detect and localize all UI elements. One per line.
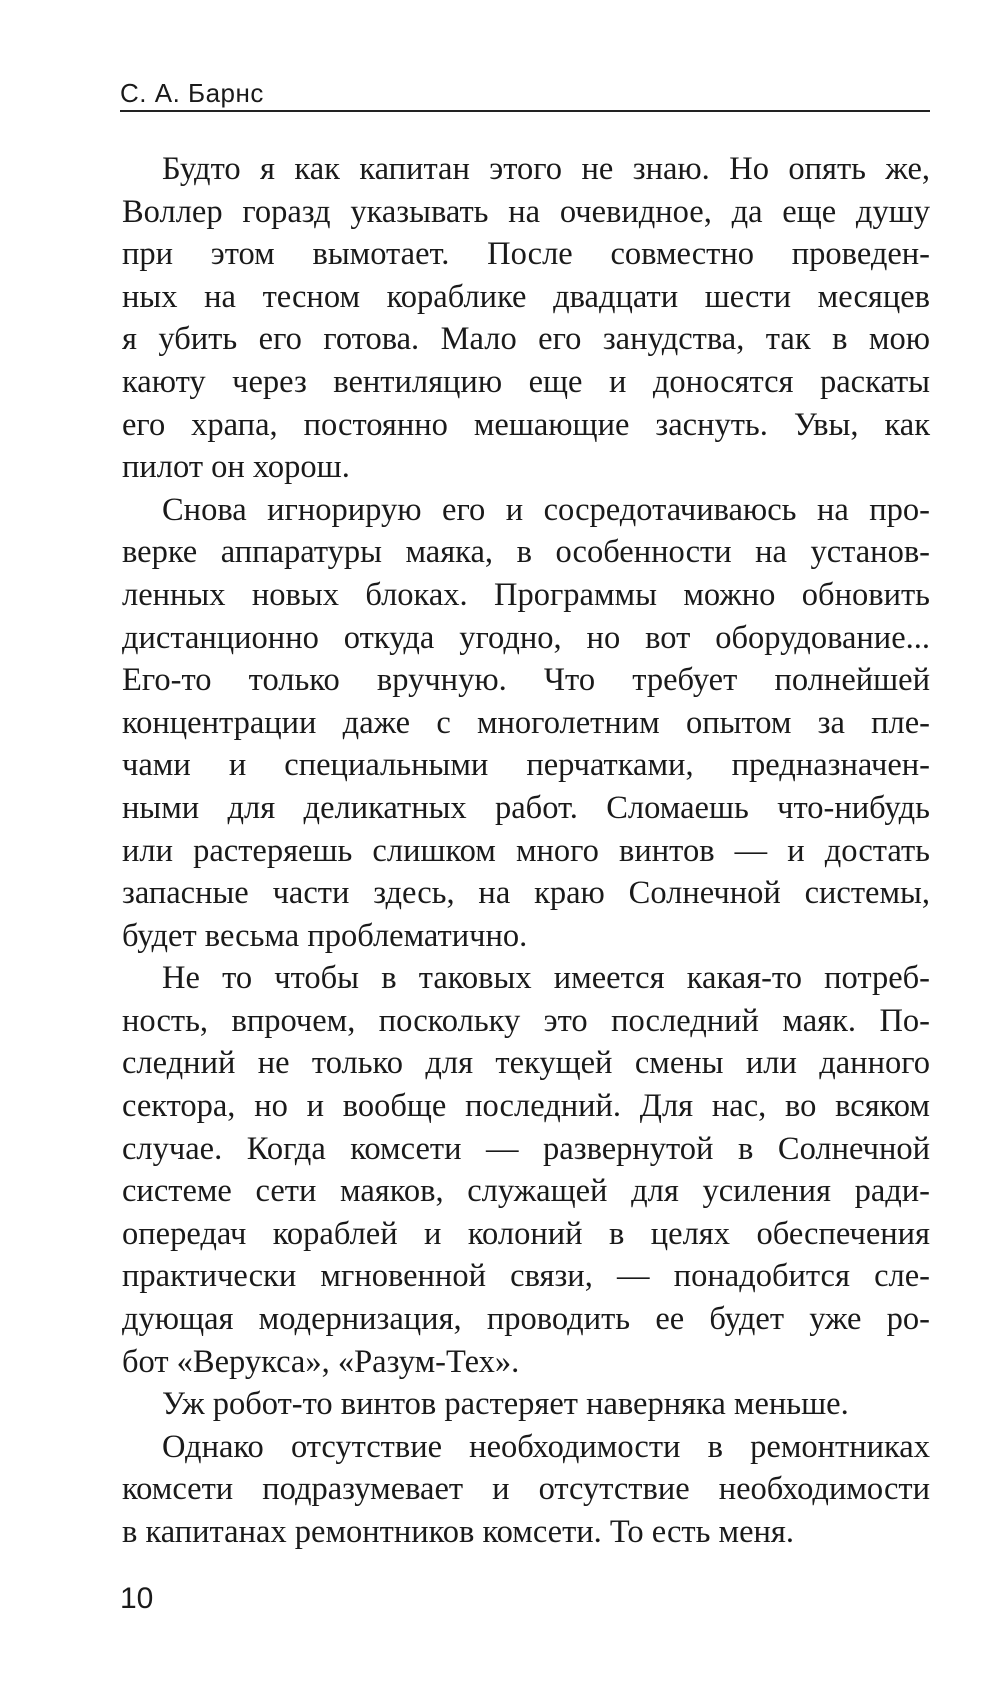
text-line: ных на тесном кораблике двадцати шести месяцев bbox=[122, 278, 930, 315]
text-line: Его-то только вручную. Что требует полнейшей bbox=[122, 662, 930, 699]
text-line: Не то чтобы в таковых имеется какая-то потреб- bbox=[162, 960, 930, 997]
paragraph bbox=[122, 957, 930, 1383]
body-text bbox=[122, 148, 930, 1554]
text-line: ность, впрочем, поскольку это последний маяк. По- bbox=[122, 1002, 930, 1039]
page-number: 10 bbox=[120, 1582, 154, 1615]
text-line: Однако отсутствие необходимости в ремонтниках bbox=[162, 1428, 930, 1465]
text-line: опередач кораблей и колоний в целях обеспечения bbox=[122, 1215, 930, 1252]
paragraph bbox=[122, 1383, 930, 1426]
running-head-author: С. А. Барнс bbox=[120, 78, 264, 108]
text-line: сектора, но и вообще последний. Для нас, во всяком bbox=[122, 1088, 930, 1125]
paragraph bbox=[122, 1426, 930, 1554]
text-line: системе сети маяков, служащей для усиления ради- bbox=[122, 1173, 930, 1210]
text-line: Будто я как капитан этого не знаю. Но опять же, bbox=[162, 151, 930, 187]
header-rule bbox=[120, 110, 930, 112]
text-line: комсети подразумевает и отсутствие необходимости bbox=[122, 1471, 930, 1508]
text-line: бот «Верукса», «Разум-Тех». bbox=[122, 1343, 520, 1380]
text-line: в капитанах ремонтников комсети. То есть меня. bbox=[122, 1514, 794, 1550]
text-line: концентрации даже с многолетним опытом за пле- bbox=[122, 704, 930, 741]
text-line: я убить его готова. Мало его занудства, так в мою bbox=[122, 321, 930, 358]
text-line: чами и специальными перчатками, предназначен- bbox=[122, 747, 930, 784]
text-line: практически мгновенной связи, — понадобится сле- bbox=[122, 1258, 930, 1295]
text-line: ными для деликатных работ. Сломаешь что-нибудь bbox=[122, 789, 930, 826]
text-line: верке аппаратуры маяка, в особенности на установ- bbox=[122, 534, 930, 571]
paragraph bbox=[122, 489, 930, 958]
text-line: запасные части здесь, на краю Солнечной системы, bbox=[122, 875, 930, 912]
text-line: Воллер горазд указывать на очевидное, да еще душу bbox=[122, 193, 930, 230]
text-line: Снова игнорирую его и сосредотачиваюсь на про- bbox=[162, 491, 930, 528]
text-line: будет весьма проблематично. bbox=[122, 917, 528, 954]
text-line: Уж робот-то винтов растеряет наверняка меньше. bbox=[162, 1386, 849, 1423]
text-line: следний не только для текущей смены или данного bbox=[122, 1045, 930, 1082]
text-line: дистанционно откуда угодно, но вот оборудование... bbox=[122, 619, 930, 656]
text-line: при этом вымотает. После совместно проведен- bbox=[122, 236, 930, 273]
text-line: дующая модернизация, проводить ее будет уже ро- bbox=[122, 1301, 930, 1338]
text-line: его храпа, постоянно мешающие заснуть. Увы, как bbox=[122, 406, 930, 443]
text-line: ленных новых блоках. Программы можно обновить bbox=[122, 576, 930, 613]
text-line: пилот он хорош. bbox=[122, 449, 350, 486]
paragraph bbox=[122, 148, 930, 489]
text-line: или растеряешь слишком много винтов — и достать bbox=[122, 832, 930, 869]
text-line: каюту через вентиляцию еще и доносятся раскаты bbox=[122, 363, 930, 400]
text-line: случае. Когда комсети — развернутой в Солнечной bbox=[122, 1130, 930, 1167]
